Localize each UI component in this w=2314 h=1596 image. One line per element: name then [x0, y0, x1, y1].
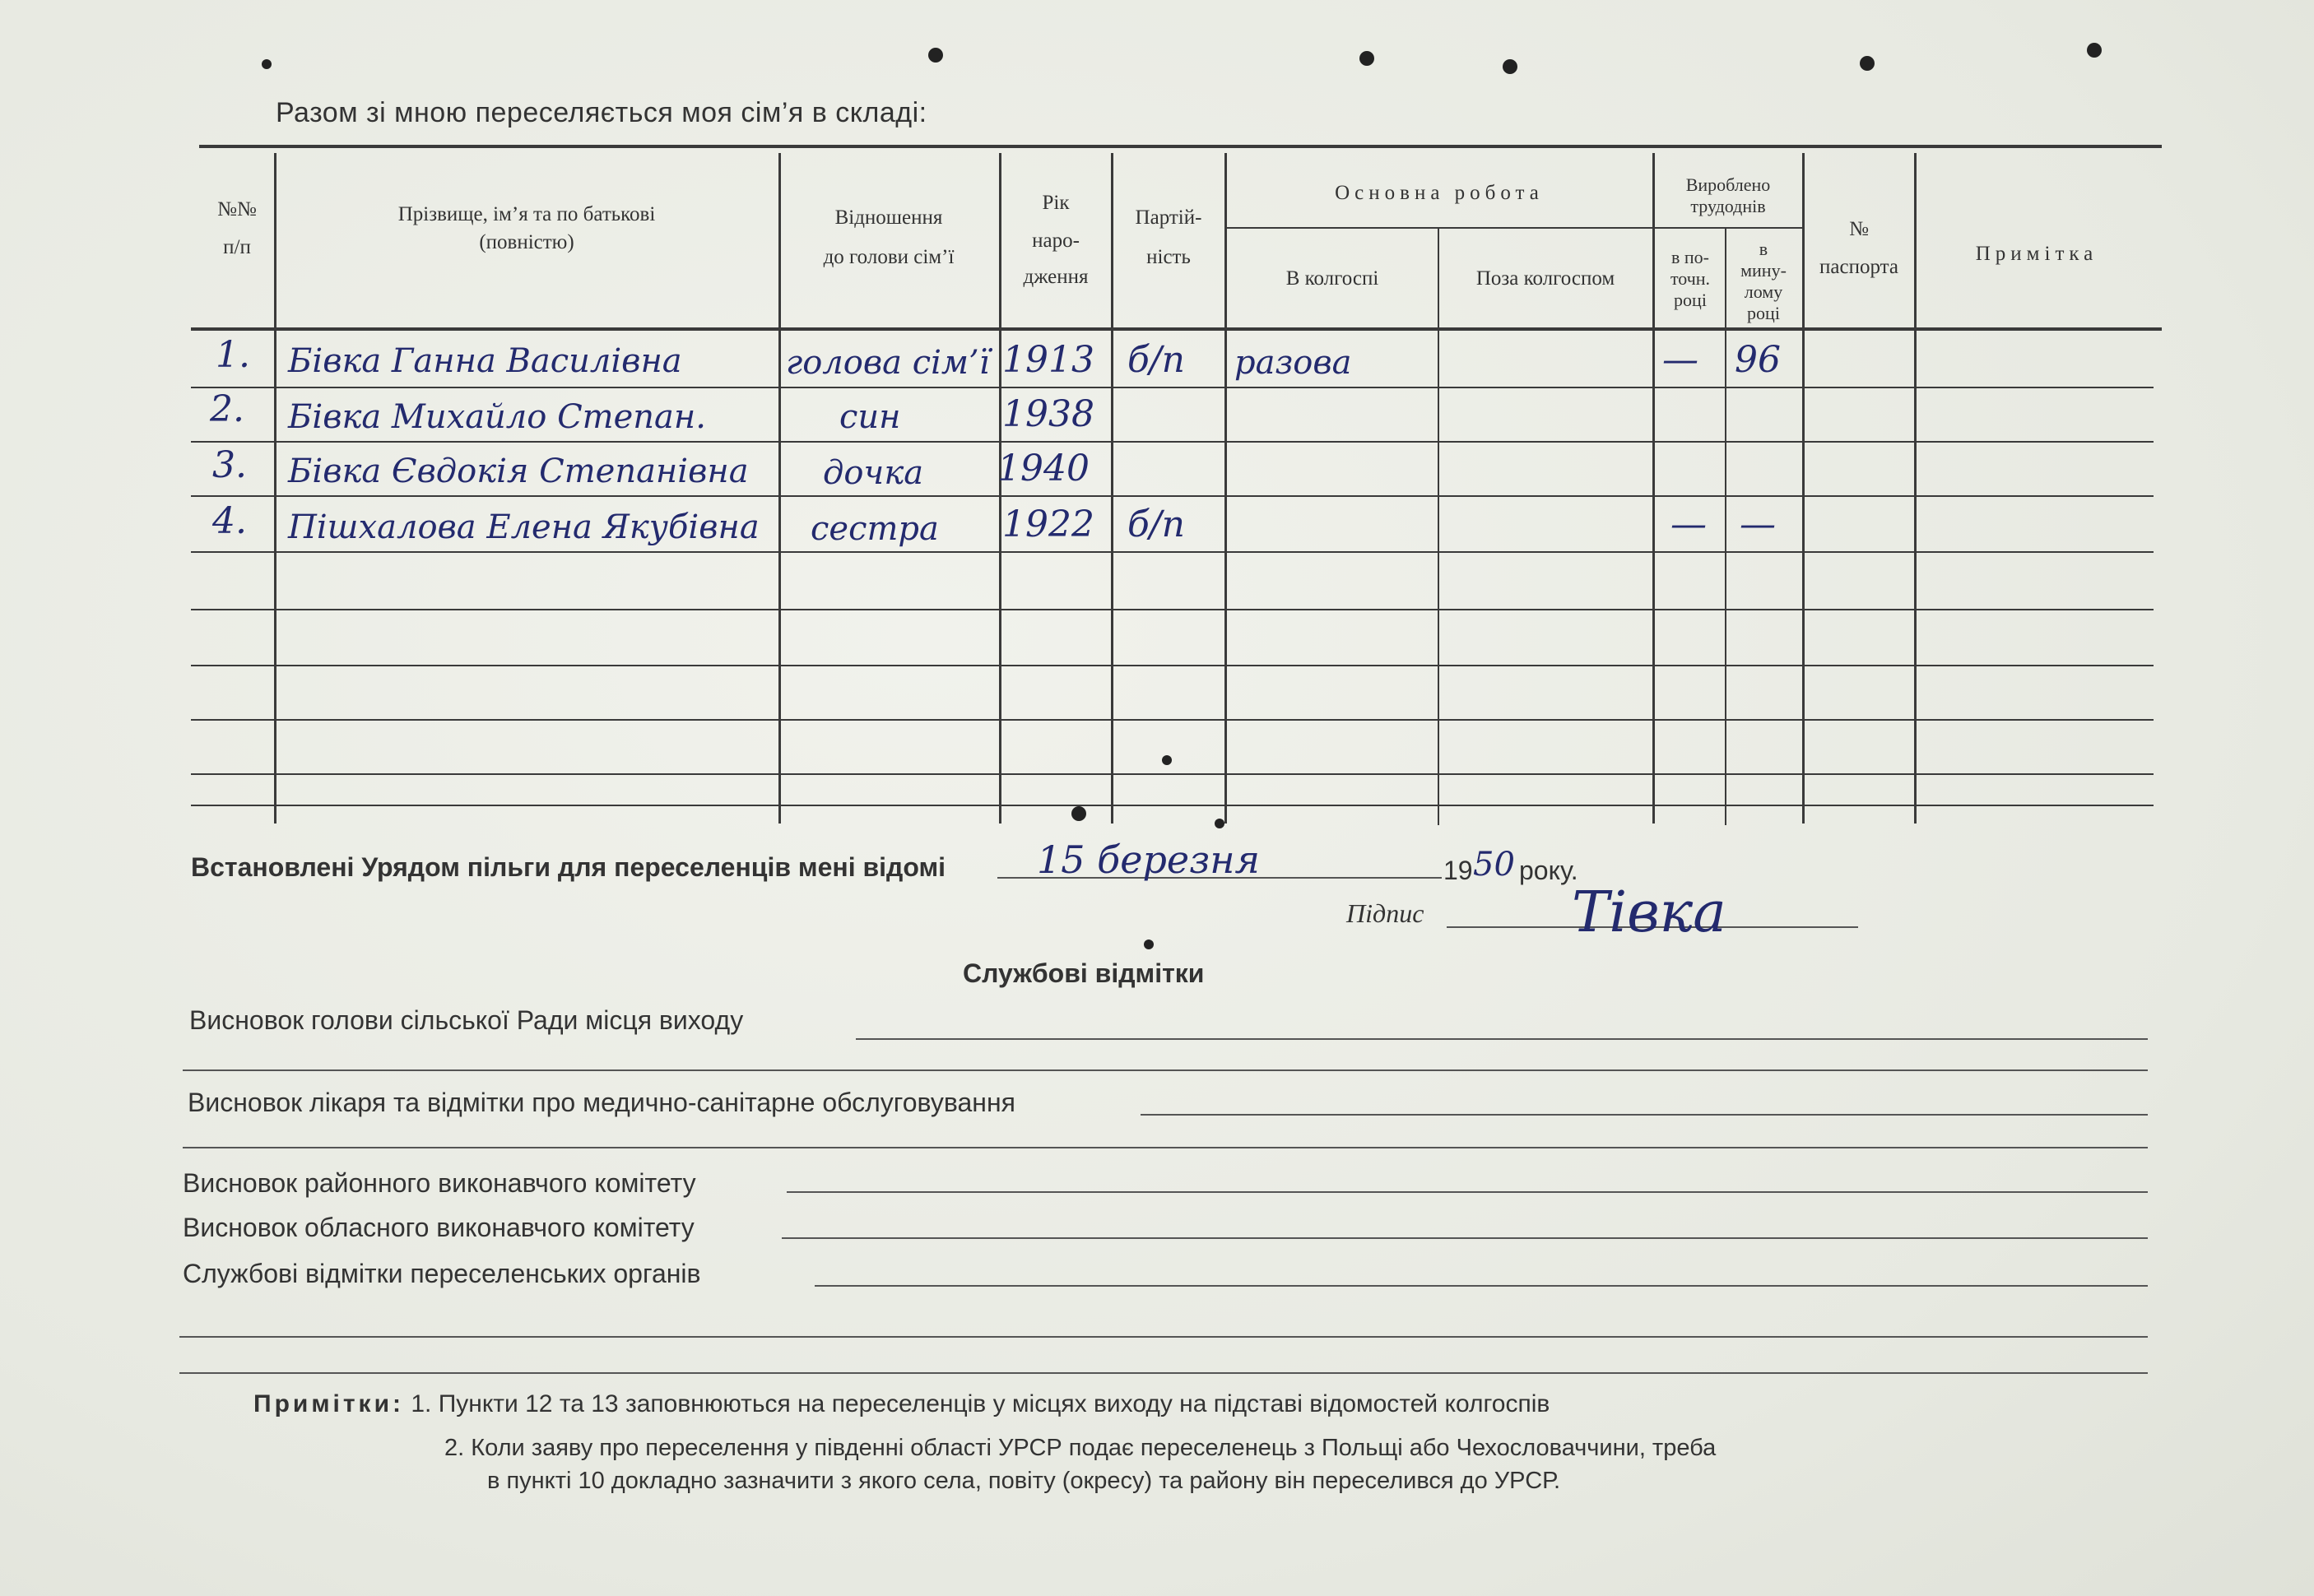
punch-hole — [1359, 51, 1374, 66]
header-note: Примітка — [1975, 243, 2098, 265]
note-2-line-2: в пункті 10 докладно зазначити з якого села, повіту (окресу) та району він переселився до УРСР. — [487, 1468, 1561, 1494]
header-main-work: Основна робота — [1335, 182, 1544, 204]
row-relation: дочка — [823, 454, 924, 492]
row-current: — — [1670, 503, 1707, 545]
row-party: б/п — [1127, 339, 1186, 381]
note-1: 1. Пункти 12 та 13 заповнюються на переселенців у місцях виходу на підставі відомостей колгоспів — [411, 1390, 1550, 1417]
header-last-year: в мину- лому році — [1740, 239, 1787, 323]
note-2-line-1: 2. Коли заяву про переселення у південні області УРСР подає переселенець з Польщі або Чехословаччини, треба — [444, 1435, 1717, 1461]
signature-value: Тівка — [1572, 880, 1726, 945]
row-year: 1938 — [1002, 393, 1094, 435]
row-year: 1940 — [997, 448, 1090, 489]
row-year: 1922 — [1002, 503, 1094, 545]
header-in-kolkhoz: В колгоспі — [1285, 267, 1379, 290]
doctor-line-2 — [183, 1147, 2148, 1148]
service-marks-title: Службові відмітки — [963, 958, 1205, 988]
row-kolkhoz: разова — [1234, 344, 1352, 382]
header-birth-year: Рік наро- дження — [1023, 192, 1089, 288]
row-relation: сестра — [811, 510, 939, 548]
punch-hole — [1144, 940, 1154, 949]
doctor-line — [1141, 1114, 2148, 1116]
notes-block — [253, 1390, 1550, 1418]
privileges-date: 15 березня — [1037, 837, 1260, 882]
district-label: Висновок районного виконавчого комітету — [183, 1168, 696, 1198]
header-outside-kolkhoz: Поза колгоспом — [1475, 267, 1615, 290]
row-num: 3. — [212, 444, 247, 486]
row-num: 4. — [212, 500, 247, 542]
punch-hole — [1071, 806, 1086, 821]
resettlement-line-2 — [179, 1336, 2148, 1338]
village-council-line-2 — [183, 1069, 2148, 1071]
row-last: 96 — [1735, 339, 1781, 381]
row-num: 2. — [210, 388, 244, 430]
row-relation: син — [839, 398, 901, 436]
resettlement-line-3 — [179, 1372, 2148, 1374]
year-label: року. — [1519, 856, 1578, 885]
resettlement-label: Службові відмітки переселенських органів — [183, 1259, 701, 1288]
header-name: Прізвище, ім’я та по батькові (повністю) — [397, 203, 656, 253]
district-line — [787, 1191, 2148, 1193]
doctor-label: Висновок лікаря та відмітки про медично-санітарне обслуговування — [188, 1088, 1015, 1117]
punch-hole — [2087, 43, 2102, 58]
punch-hole — [1503, 59, 1517, 74]
header-party: Партій- ність — [1135, 206, 1202, 268]
year-prefix: 19 — [1443, 856, 1473, 885]
row-last: — — [1740, 503, 1776, 545]
privileges-label: Встановлені Урядом пільги для переселенців мені відомі — [191, 852, 946, 882]
row-name: Бівка Ганна Василівна — [288, 342, 682, 380]
notes-label: Примітки: — [253, 1390, 404, 1417]
year-suffix: 50 — [1473, 846, 1515, 884]
regional-line — [782, 1237, 2148, 1239]
punch-hole — [262, 59, 272, 69]
punch-hole — [1860, 56, 1875, 71]
header-passport: № паспорта — [1819, 218, 1898, 278]
row-relation: голова сім’ї — [786, 344, 990, 382]
header-num: №№ п/п — [217, 198, 257, 258]
row-party: б/п — [1127, 503, 1186, 545]
punch-hole — [1162, 755, 1172, 765]
punch-hole — [1215, 819, 1224, 828]
village-council-line — [856, 1038, 2148, 1040]
row-name: Бівка Євдокія Степанівна — [288, 452, 749, 490]
row-name: Пішхалова Елена Якубівна — [288, 508, 760, 546]
row-year: 1913 — [1002, 339, 1094, 381]
header-relation: Відношення до голови сім’ї — [823, 206, 955, 268]
header-current-year: в по- точн. році — [1670, 247, 1711, 310]
row-num: 1. — [216, 334, 250, 376]
punch-hole — [928, 48, 943, 63]
header-workdays: Вироблено трудоднів — [1685, 174, 1771, 216]
regional-label: Висновок обласного виконавчого комітету — [183, 1213, 695, 1242]
row-name: Бівка Михайло Степан. — [288, 398, 706, 436]
village-council-label: Висновок голови сільської Ради місця виходу — [189, 1005, 744, 1035]
family-intro-text: Разом зі мною переселяється моя сім’я в складі: — [276, 97, 927, 128]
signature-label: Підпис — [1346, 898, 1424, 928]
resettlement-line — [815, 1285, 2148, 1287]
row-current: — — [1662, 339, 1698, 381]
